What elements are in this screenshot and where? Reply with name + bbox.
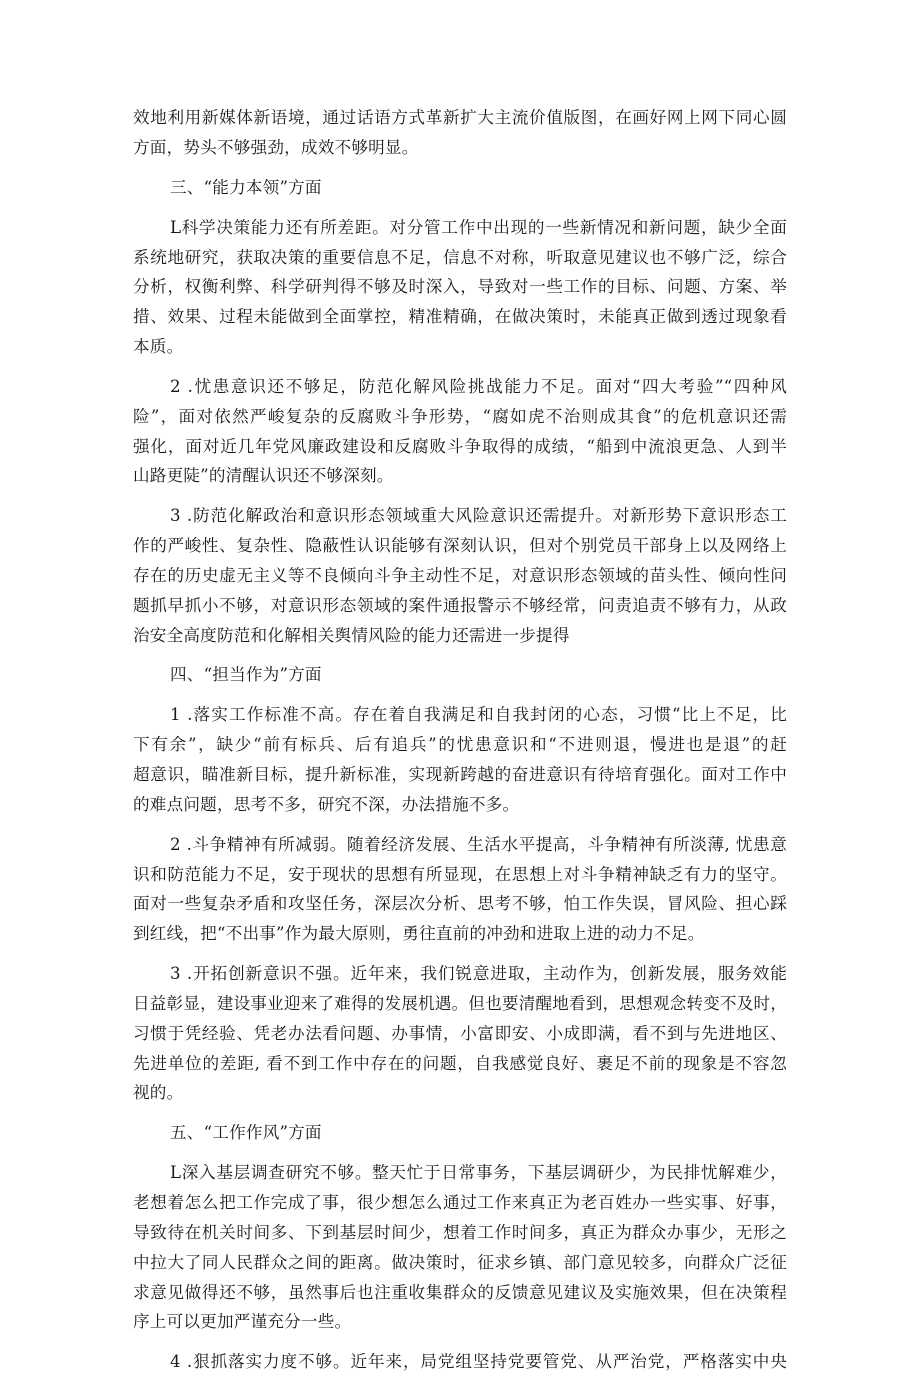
text-line: 习惯于凭经验、凭老办法看问题、办事情，小富即安、小成即满，看不到与先进地区、 [133, 1023, 787, 1043]
text-line: 超意识，瞄准新目标，提升新标准，实现新跨越的奋进意识有待培育强化。面对工作中 [133, 765, 787, 785]
text-line: 视的。 [133, 1083, 184, 1103]
heading-text: 五、“工作作风”方面 [170, 1123, 322, 1143]
paragraph-ideology-risk [133, 501, 787, 650]
text-line: L深入基层调查研究不够。整天忙于日常事务，下基层调研少，为民排忧解难少， [170, 1163, 787, 1183]
text-line: 险”，面对依然严峻复杂的反腐败斗争形势，“腐如虎不治则成其食”的危机意识还需 [133, 406, 787, 426]
paragraph-fighting-spirit [133, 830, 787, 949]
text-line: 2 .斗争精神有所减弱。随着经济发展、生活水平提高，斗争精神有所淡薄, 忧患意 [170, 834, 787, 854]
paragraph-implementation [133, 1347, 787, 1377]
text-line: 3 .开拓创新意识不强。近年来，我们锐意进取，主动作为，创新发展，服务效能 [170, 964, 787, 984]
section-heading-responsibility [133, 660, 787, 690]
text-line: 的难点问题，思考不多，研究不深，办法措施不多。 [133, 794, 520, 814]
text-line: 作的严峻性、复杂性、隐蔽性认识能够有深刻认识，但对个别党员干部身上以及网络上 [133, 536, 787, 556]
text-line: 1 .落实工作标准不高。存在着自我满足和自我封闭的心态，习惯“比上不足，比 [170, 705, 787, 725]
text-line: 求意见做得还不够，虽然事后也注重收集群众的反馈意见建议及实施效果，但在决策程 [133, 1282, 787, 1302]
document-body [133, 103, 787, 1387]
text-line: 存在的历史虚无主义等不良倾向斗争主动性不足，对意识形态领域的苗头性、倾向性问 [133, 565, 787, 585]
text-line: 措、效果、过程未能做到全面掌控，精准精确，在做决策时，未能真正做到透过现象看 [133, 307, 787, 327]
text-line: L科学决策能力还有所差距。对分管工作中出现的一些新情况和新问题，缺少全面 [170, 217, 787, 237]
text-line: 日益彰显，建设事业迎来了难得的发展机遇。但也要清醒地看到，思想观念转变不及时， [133, 994, 787, 1014]
text-line: 本质。 [133, 336, 184, 356]
text-line: 4 .狠抓落实力度不够。近年来，局党组坚持党要管党、从严治党，严格落实中央 [170, 1352, 787, 1372]
text-line: 山路更陡”的清醒认识还不够深刻。 [133, 466, 394, 486]
text-line: 效地利用新媒体新语境，通过话语方式革新扩大主流价值版图，在画好网上网下同心圆 [133, 108, 787, 127]
paragraph-grassroots-research [133, 1158, 787, 1337]
text-line: 3 .防范化解政治和意识形态领域重大风险意识还需提升。对新形势下意识形态工 [170, 506, 787, 526]
text-line: 识和防范能力不足，安于现状的思想有所显现，在思想上对斗争精神缺乏有力的坚守。 [133, 864, 787, 884]
heading-text: 三、“能力本领”方面 [170, 177, 322, 197]
text-line: 导致待在机关时间多、下到基层时间少，想着工作时间多，真正为群众办事少，无形之 [133, 1222, 787, 1242]
text-line: 序上可以更加严谨充分一些。 [133, 1312, 352, 1332]
paragraph-decision-making [133, 213, 787, 362]
text-line: 到红线，把“不出事”作为最大原则，勇往直前的冲劲和进取上进的动力不足。 [133, 924, 705, 944]
section-heading-ability [133, 173, 787, 203]
text-line: 治安全高度防范和化解相关舆情风险的能力还需进一步提得 [133, 625, 570, 645]
text-line: 系统地研究，获取决策的重要信息不足，信息不对称，听取意见建议也不够广泛，综合 [133, 247, 787, 267]
paragraph-continuation [133, 103, 787, 163]
paragraph-risk-awareness [133, 372, 787, 491]
paragraph-work-standards [133, 700, 787, 819]
paragraph-innovation [133, 959, 787, 1108]
heading-text: 四、“担当作为”方面 [170, 665, 322, 685]
text-line: 下有余”，缺少“前有标兵、后有追兵”的忧患意识和“不进则退，慢进也是退”的赶 [133, 735, 787, 755]
text-line: 2 .忧患意识还不够足，防范化解风险挑战能力不足。面对“四大考验”“四种风 [170, 376, 787, 396]
text-line: 面对一些复杂矛盾和攻坚任务，深层次分析、思考不够，怕工作失误，冒风险、担心踩 [133, 894, 787, 914]
text-line: 分析，权衡利弊、科学研判得不够及时深入，导致对一些工作的目标、问题、方案、举 [133, 277, 787, 297]
section-heading-work-style [133, 1118, 787, 1148]
text-line: 题抓早抓小不够，对意识形态领域的案件通报警示不够经常，问责追责不够有力，从政 [133, 595, 787, 615]
text-line: 方面，势头不够强劲，成效不够明显。 [133, 137, 419, 157]
text-line: 老想着怎么把工作完成了事，很少想怎么通过工作来真正为老百姓办一些实事、好事， [133, 1193, 787, 1213]
text-line: 中拉大了同人民群众之间的距离。做决策时，征求乡镇、部门意见较多，向群众广泛征 [133, 1252, 787, 1272]
text-line: 先进单位的差距, 看不到工作中存在的问题，自我感觉良好、裹足不前的现象是不容忽 [133, 1053, 787, 1073]
text-line: 强化，面对近几年党风廉政建设和反腐败斗争取得的成绩，“船到中流浪更急、人到半 [133, 436, 787, 456]
